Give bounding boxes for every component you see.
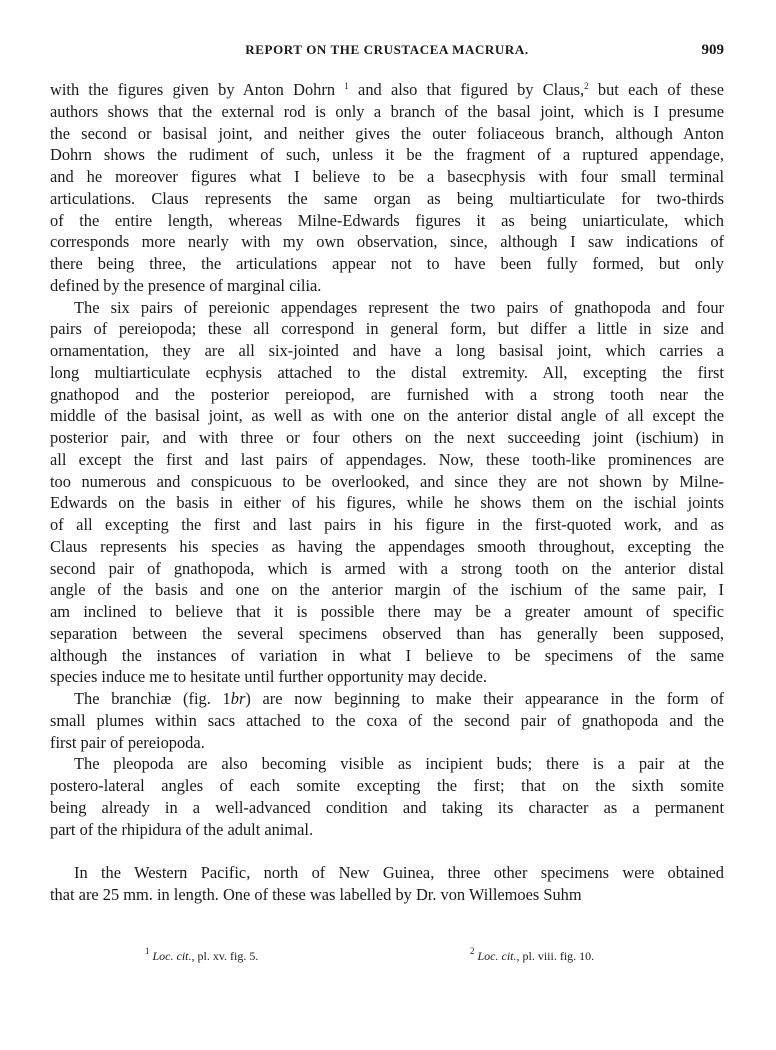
text-line [50, 884, 724, 906]
text-run: there being three, the articulations appear not to have been fully formed, but only [50, 254, 724, 273]
text-run: In the Western Pacific, north of New Guinea, three other specimens were obtained [74, 863, 724, 883]
text-run: articulations. Claus represents the same organ as being multiarticulate for two-thirds [50, 188, 724, 208]
paragraph [50, 688, 724, 753]
text-run: gnathopod and the posterior pereiopod, are furnished with a strong tooth near the [50, 384, 724, 404]
text-run: and also that figured by Claus, [348, 80, 585, 99]
text-run: separation between the several specimens observed than has generally been supposed, [50, 623, 724, 643]
text-run: too numerous and conspicuous to be overlooked, and since they are not shown by Milne- [50, 471, 724, 491]
text-run: small plumes within sacs attached to the coxa of the second pair of gnathopoda and the [50, 710, 724, 730]
text-line [50, 471, 724, 493]
text-run: being already in a well-advanced condition and taking its character as a permanent [50, 797, 724, 817]
footnotes [50, 946, 724, 967]
text-run: with the figures given by Anton Dohrn [50, 80, 345, 99]
text-run: Claus represents his species as having the appendages smooth throughout, excepting the [50, 536, 724, 556]
text-line [50, 253, 724, 275]
running-header [50, 42, 724, 62]
paragraph-gap [50, 840, 724, 862]
footnote-text: , pl. viii. fig. 10. [516, 949, 595, 963]
text-run: although the instances of variation in what I believe to be specimens of the same [50, 645, 724, 665]
footnote-citation: Loc. cit. [152, 949, 192, 963]
text-line [50, 405, 724, 427]
text-run: ornamentation, they are all six-jointed and have a long basisal joint, which carries a [50, 341, 724, 360]
footnote-reference: 2 [584, 81, 589, 91]
text-line [50, 79, 724, 101]
text-line [50, 710, 724, 732]
text-line [50, 275, 724, 297]
text-line [50, 732, 724, 754]
text-line [50, 666, 724, 688]
text-run: long multiarticulate ecphysis attached to the distal extremity. All, excepting the first [50, 362, 724, 382]
text-run: middle of the basisal joint, as well as with one on the anterior distal angle of all except the [50, 406, 724, 426]
text-run: all except the first and last pairs of appendages. Now, these tooth-like prominences are [50, 449, 724, 469]
text-line [50, 340, 724, 362]
text-line [50, 384, 724, 406]
text-run: The six pairs of pereionic appendages represent the two pairs of gnathopoda and four [74, 297, 724, 317]
text-line [50, 753, 724, 775]
paragraph [50, 297, 724, 689]
page-number: 909 [701, 42, 724, 58]
text-line [50, 318, 724, 340]
text-run: am inclined to believe that it is possible there may be a greater amount of specific [50, 602, 724, 621]
text-run: The pleopoda are also becoming visible as incipient buds; there is a pair at the [74, 754, 724, 774]
text-line [50, 819, 724, 841]
text-line [50, 166, 724, 188]
text-line [50, 514, 724, 536]
text-line [50, 123, 724, 145]
text-line [50, 188, 724, 210]
footnote-2 [470, 946, 595, 964]
paragraph [50, 862, 724, 906]
text-run: angle of the basis and one on the anterior margin of the ischium of the same pair, I [50, 580, 724, 600]
text-run: pairs of pereiopoda; these all correspond in general form, but differ a little in size and [50, 319, 724, 339]
footnote-marker: 1 [145, 946, 150, 956]
footnote-text: , pl. xv. fig. 5. [191, 949, 259, 963]
text-line [50, 144, 724, 166]
footnote-marker: 2 [470, 946, 475, 956]
text-run: but each of these [588, 80, 725, 99]
text-run: that are 25 mm. in length. One of these was labelled by Dr. von Willemoes Suhm [50, 885, 582, 904]
text-line [50, 536, 724, 558]
text-run: defined by the presence of marginal cilia. [50, 275, 322, 295]
text-run: first pair of pereiopoda. [50, 732, 205, 752]
text-line [50, 297, 724, 319]
text-run: authors shows that the external rod is only a branch of the basal joint, which is I presume [50, 101, 724, 121]
figure-reference: br [230, 689, 246, 708]
text-line [50, 623, 724, 645]
text-line [50, 427, 724, 449]
text-run: of all excepting the first and last pairs in his figure in the first-quoted work, and as [50, 515, 724, 534]
text-line [50, 558, 724, 580]
text-run: species induce me to hesitate until further opportunity may decide. [50, 667, 487, 687]
text-run: the second or basisal joint, and neither gives the outer foliaceous branch, although Anton [50, 123, 724, 143]
text-line [50, 101, 724, 123]
text-line [50, 688, 724, 710]
text-line [50, 775, 724, 797]
footnote-citation: Loc. cit. [477, 949, 517, 963]
text-run: and he moreover figures what I believe to be a basecphysis with four small terminal [50, 167, 724, 186]
paragraph [50, 753, 724, 840]
text-line [50, 797, 724, 819]
text-line [50, 210, 724, 232]
text-line [50, 492, 724, 514]
paragraph [50, 79, 724, 297]
text-line [50, 601, 724, 623]
body-text [50, 79, 724, 906]
text-run: corresponds more nearly with my own observation, since, although I saw indications of [50, 232, 724, 252]
footnote-reference: 1 [344, 81, 349, 91]
text-run: ) are now beginning to make their appearance in the form of [245, 689, 724, 708]
running-title: REPORT ON THE CRUSTACEA MACRURA. [245, 42, 529, 57]
text-run: Edwards on the basis in either of his figures, while he shows them on the ischial joints [50, 493, 724, 513]
text-run: of the entire length, whereas Milne-Edwards figures it as being uniarticulate, which [50, 210, 724, 230]
text-run: posterior pair, and with three or four others on the next succeeding joint (ischium) in [50, 428, 724, 447]
text-run: postero-lateral angles of each somite excepting the first; that on the sixth somite [50, 776, 724, 795]
text-run: Dohrn shows the rudiment of such, unless it be the fragment of a ruptured appendage, [50, 145, 724, 165]
text-line [50, 449, 724, 471]
text-line [50, 579, 724, 601]
text-run: second pair of gnathopoda, which is armed with a strong tooth on the anterior distal [50, 558, 724, 578]
text-run: part of the rhipidura of the adult animal. [50, 819, 314, 839]
text-line [50, 231, 724, 253]
text-line [50, 362, 724, 384]
text-line [50, 645, 724, 667]
footnote-1 [145, 946, 259, 964]
text-run: The branchiæ (fig. 1 [74, 689, 231, 708]
text-line [50, 862, 724, 884]
